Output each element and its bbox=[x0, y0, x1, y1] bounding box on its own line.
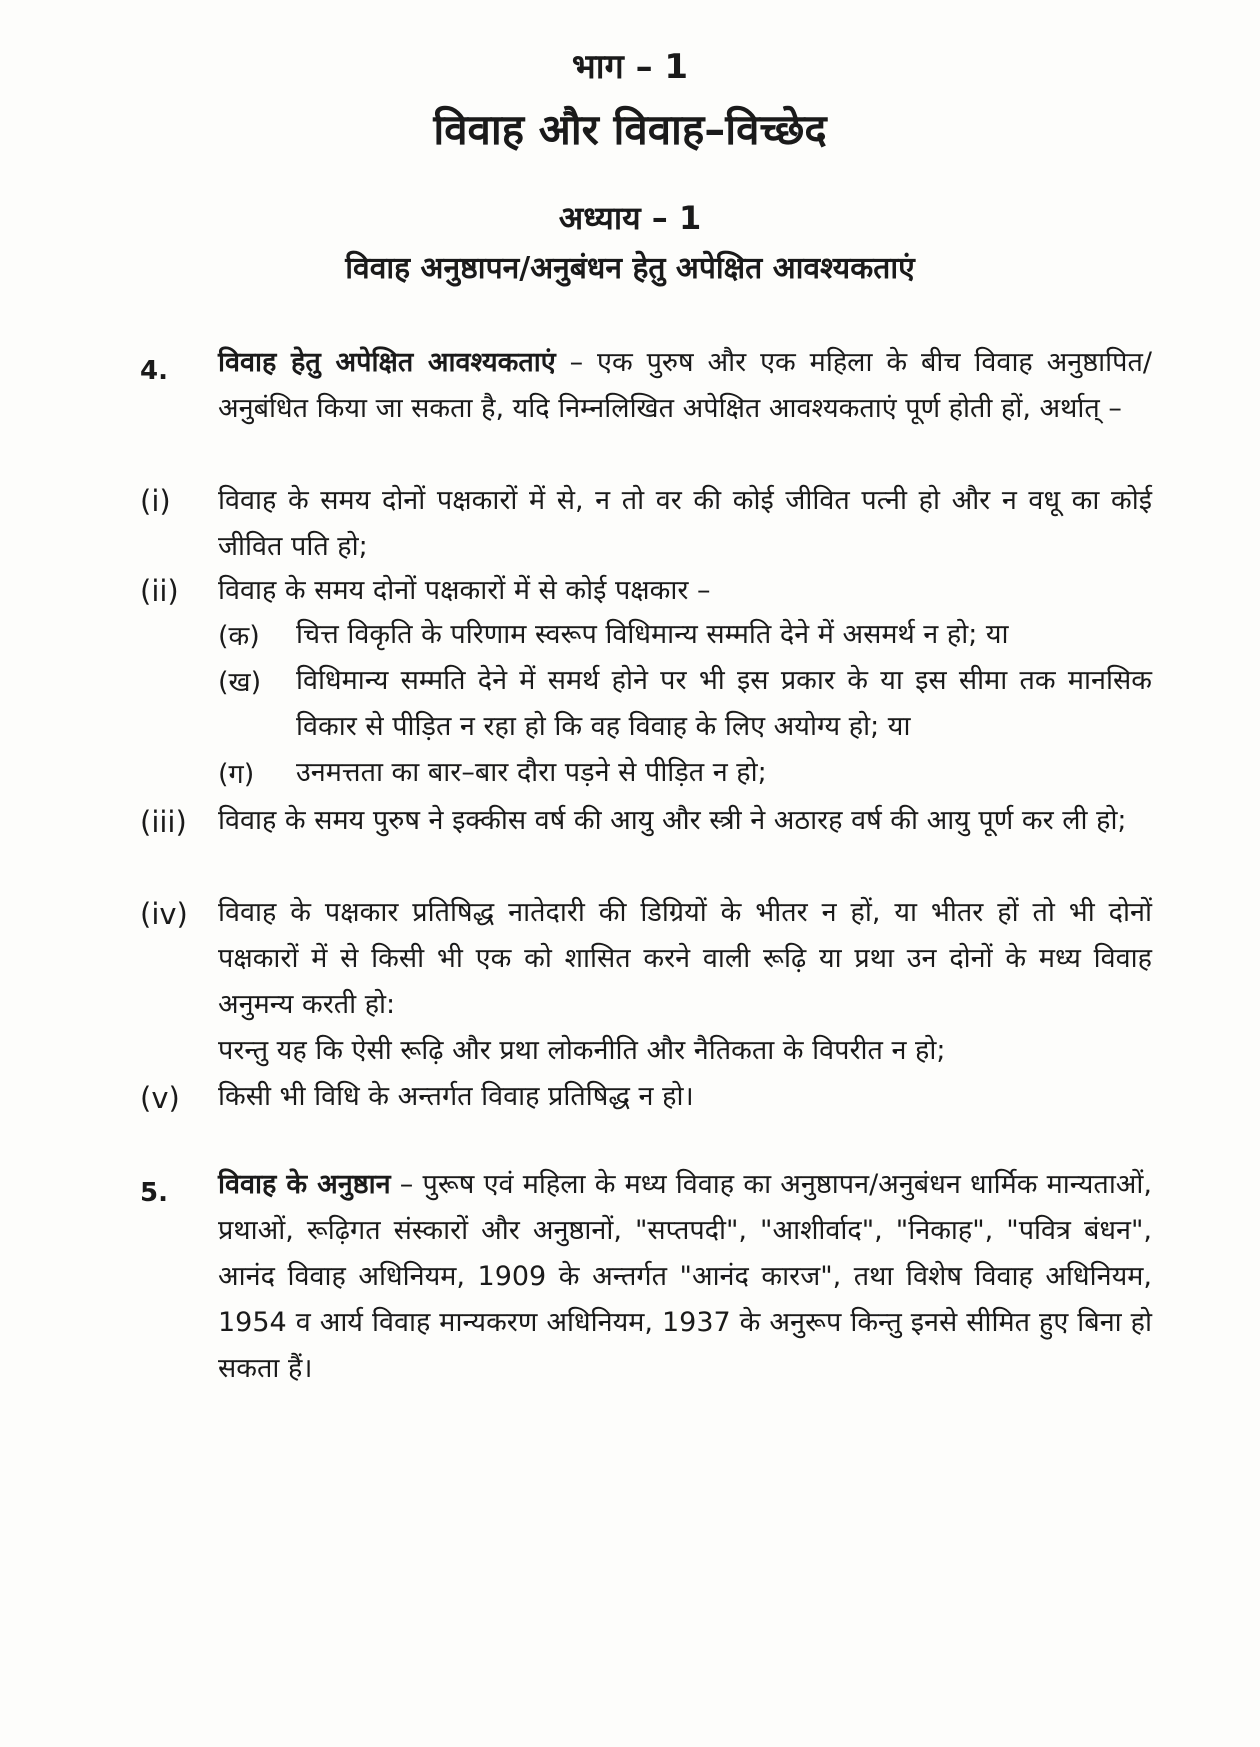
clause-number: (iii) bbox=[140, 805, 187, 839]
clause-text: विवाह के समय दोनों पक्षकारों में से कोई पक्षकार – bbox=[218, 575, 711, 606]
section-heading: विवाह हेतु अपेक्षित आवश्यकताएं bbox=[218, 347, 556, 378]
chapter-title: विवाह अनुष्ठापन/अनुबंधन हेतु अपेक्षित आवश्यकताएं bbox=[345, 251, 915, 286]
clause-text: विवाह के समय दोनों पक्षकारों में से, न तो वर की कोई जीवित पत्नी हो और न वधू का कोई जीवित पति हो; bbox=[218, 485, 1152, 562]
part-title: विवाह और विवाह–विच्छेद bbox=[433, 105, 827, 154]
subclause-number: (ग) bbox=[218, 759, 255, 790]
subclause-number: (ख) bbox=[218, 667, 262, 698]
section-5-paragraph bbox=[218, 1162, 1152, 1392]
clause-text: किसी भी विधि के अन्तर्गत विवाह प्रतिषिद्ध न हो। bbox=[218, 1081, 694, 1112]
chapter-heading: अध्याय – 1 bbox=[558, 199, 702, 237]
subclause-number: (क) bbox=[218, 621, 260, 652]
clause-number: (v) bbox=[140, 1081, 180, 1115]
section-4-paragraph bbox=[218, 340, 1152, 432]
clause-proviso: परन्तु यह कि ऐसी रूढ़ि और प्रथा लोकनीति और नैतिकता के विपरीत न हो; bbox=[218, 1035, 946, 1066]
subclause-text: चित्त विकृति के परिणाम स्वरूप विधिमान्य सम्मति देने में असमर्थ न हो; या bbox=[296, 619, 1009, 650]
subclause-text: उनमत्तता का बार–बार दौरा पड़ने से पीड़ित न हो; bbox=[296, 757, 767, 788]
section-body: – पुरूष एवं महिला के मध्य विवाह का अनुष्ठापन/अनुबंधन धार्मिक मान्यताओं, प्रथाओं, रूढ़िगत संस्कारों और अनुष्ठानों, "सप्तपदी", "आशीर्वाद", "निकाह", "पवित्र बंधन", आनंद विवाह अधिनियम, 1909 के अन्तर्गत "आनंद कारज", तथा विशेष विवाह अधिनियम, 1954 व आर्य विवाह मान्यकरण अधिनियम, 1937 के अनुरूप किन्तु इनसे सीमित हुए बिना हो सकता हैं। bbox=[218, 1169, 1152, 1384]
clause-number: (i) bbox=[140, 484, 171, 518]
subclause-text: विधिमान्य सम्मति देने में समर्थ होने पर भी इस प्रकार के या इस सीमा तक मानसिक विकार से पीड़ित न रहा हो कि वह विवाह के लिए अयोग्य हो; या bbox=[296, 665, 1152, 742]
section-heading: विवाह के अनुष्ठान bbox=[218, 1169, 391, 1200]
part-heading: भाग – 1 bbox=[571, 47, 689, 87]
clause-number: (iv) bbox=[140, 897, 188, 931]
section-intro: – एक पुरुष और एक महिला के बीच विवाह अनुष्ठापित/अनुबंधित किया जा सकता है, यदि निम्नलिखित अपेक्षित आवश्यकताएं पूर्ण होती हों, अर्थात् – bbox=[218, 347, 1152, 424]
clause-text: विवाह के पक्षकार प्रतिषिद्ध नातेदारी की डिग्रियों के भीतर न हों, या भीतर हों तो भी दोनों पक्षकारों में से किसी भी एक को शासित करने वाली रूढ़ि या प्रथा उन दोनों के मध्य विवाह अनुमन्य करती हो: bbox=[218, 897, 1152, 1020]
section-number: 5. bbox=[140, 1178, 168, 1208]
clause-number: (ii) bbox=[140, 574, 179, 608]
section-number: 4. bbox=[140, 356, 168, 386]
clause-text: विवाह के समय पुरुष ने इक्कीस वर्ष की आयु और स्त्री ने अठारह वर्ष की आयु पूर्ण कर ली हो; bbox=[218, 805, 1127, 836]
